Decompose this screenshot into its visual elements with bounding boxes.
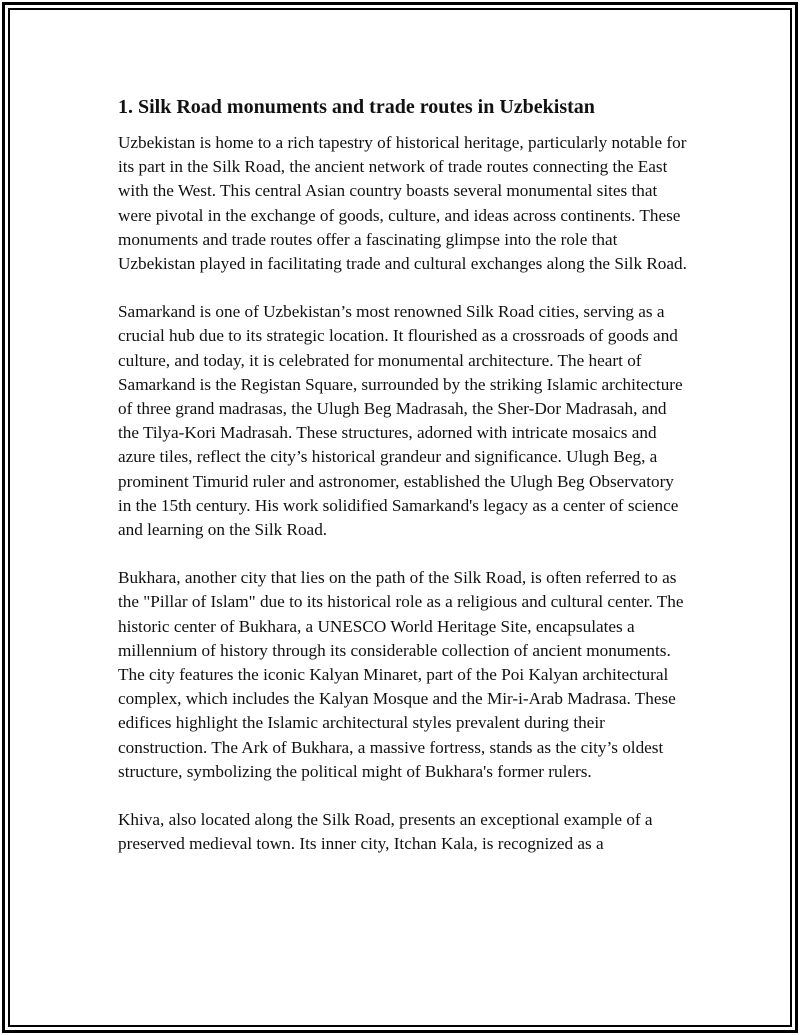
paragraph-bukhara: Bukhara, another city that lies on the path of the Silk Road, is often referred to as the "Pillar of Islam" due to its historical role as a religious and cultural center. The historic center of Bukhara, a UNESCO World Heritage Site, encapsulates a millennium of history through its considerable collection of ancient monuments. The city features the iconic Kalyan Minaret, part of the Poi Kalyan architectural complex, which includes the Kalyan Mosque and the Mir-i-Arab Madrasa. These edifices highlight the Islamic architectural styles prevalent during their construction. The Ark of Bukhara, a massive fortress, stands as the city’s oldest structure, symbolizing the political might of Bukhara's former rulers.	[118, 568, 684, 781]
paragraph-samarkand: Samarkand is one of Uzbekistan’s most renowned Silk Road cities, serving as a crucial hub due to its strategic location. It flourished as a crossroads of goods and culture, and today, it is celebrated for monumental architecture. The heart of Samarkand is the Registan Square, surrounded by the striking Islamic architecture of three grand madrasas, the Ulugh Beg Madrasah, the Sher-Dor Madrasah, and the Tilya-Kori Madrasah. These structures, adorned with intricate mosaics and azure tiles, reflect the city’s historical grandeur and significance. Ulugh Beg, a prominent Timurid ruler and astronomer, established the Ulugh Beg Observatory in the 15th century. His work solidified Samarkand's legacy as a center of science and learning on the Silk Road.	[118, 302, 683, 540]
paragraph-intro: Uzbekistan is home to a rich tapestry of historical heritage, particularly notable for its part in the Silk Road, the ancient network of trade routes connecting the East with the West. This central Asian country boasts several monumental sites that were pivotal in the exchange of goods, culture, and ideas across continents. These monuments and trade routes offer a fascinating glimpse into the role that Uzbekistan played in facilitating trade and cultural exchanges along the Silk Road.	[118, 133, 687, 274]
document-body	[118, 93, 688, 880]
section-heading: 1. Silk Road monuments and trade routes in Uzbekistan	[118, 96, 595, 118]
paragraph-khiva: Khiva, also located along the Silk Road, presents an exceptional example of a preserved medieval town. Its inner city, Itchan Kala, is recognized as a	[118, 810, 653, 854]
